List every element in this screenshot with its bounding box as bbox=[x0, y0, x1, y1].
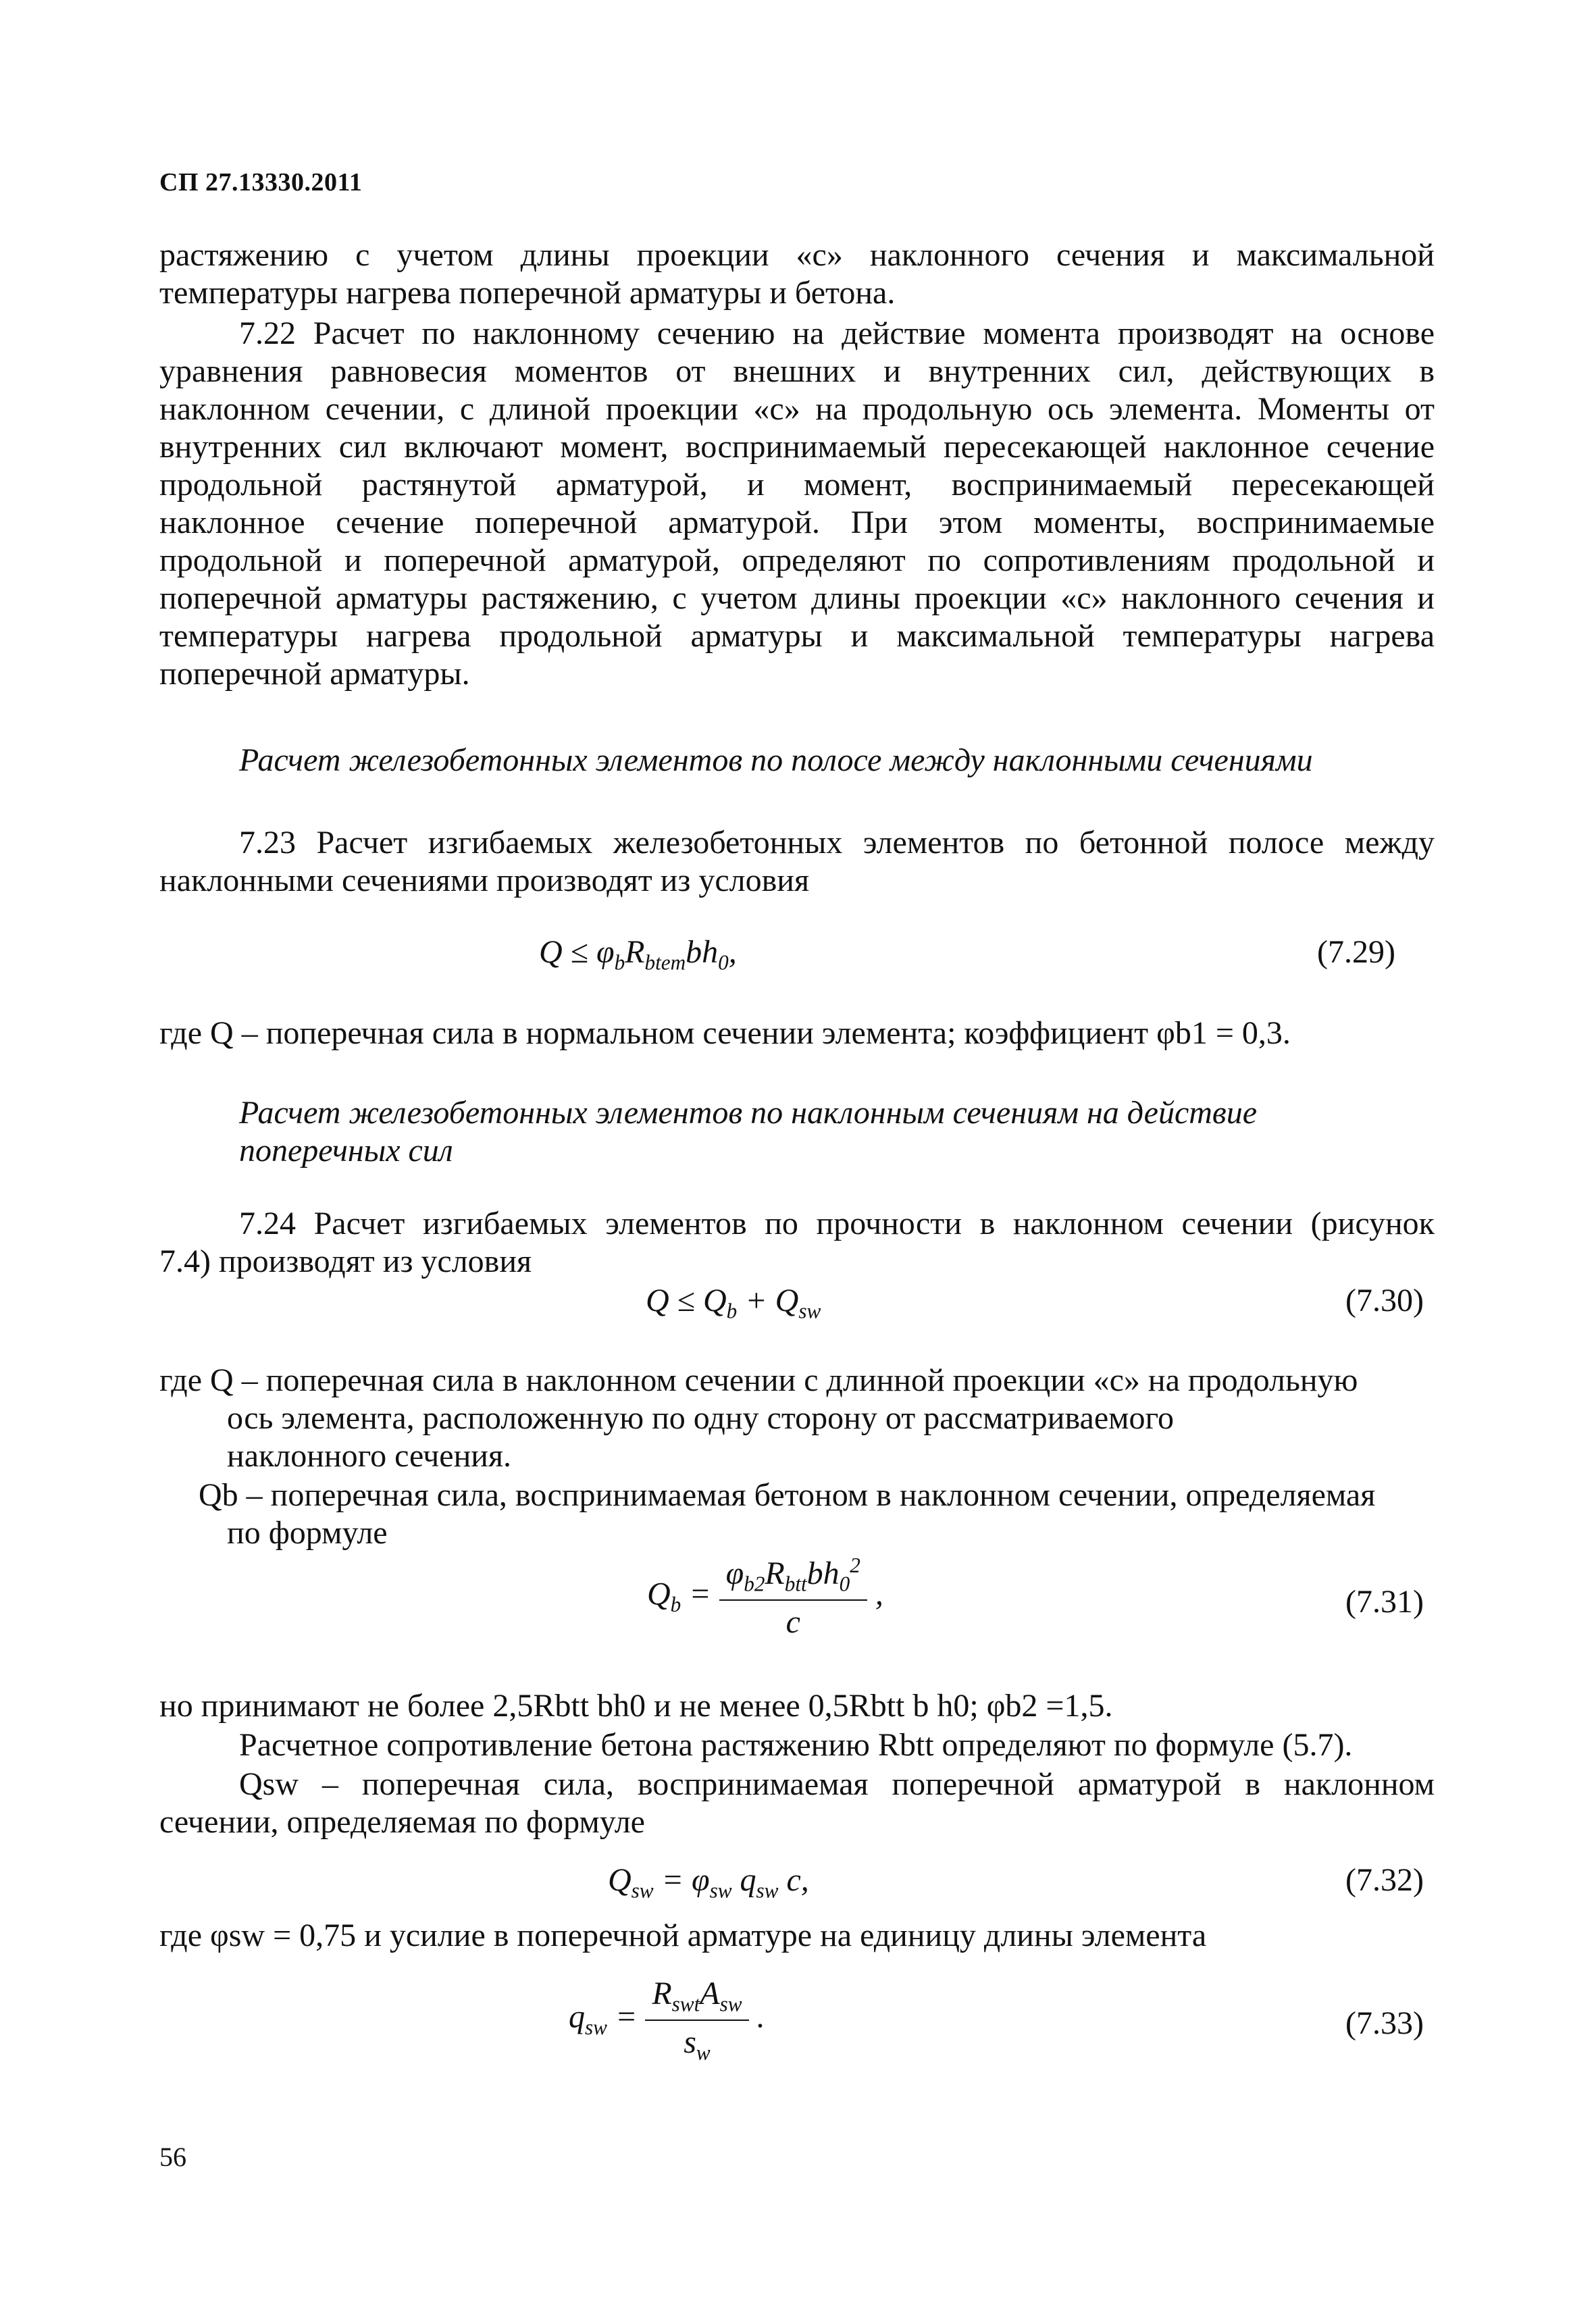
fraction: $\frac{R_{swt}A_{sw}}{s_w}$ bbox=[645, 1975, 748, 2065]
text-line: Qsw – поперечная сила, воспринимаемая поперечной арматурой в наклонном bbox=[239, 1766, 1435, 1802]
text-line: наклонного сечения. bbox=[227, 1438, 512, 1474]
paragraph-7-24 bbox=[159, 1205, 1435, 1281]
heading-line: поперечных сил bbox=[239, 1133, 453, 1168]
text-line: растяжению с учетом длины проекции «с» наклонного сечения и максимальной bbox=[159, 237, 1435, 273]
heading-line: Расчет железобетонных элементов по наклонным сечениям на действие bbox=[239, 1095, 1258, 1131]
paragraph-continuation bbox=[159, 236, 1435, 312]
text-line: по формуле bbox=[227, 1515, 388, 1551]
text-line: поперечной арматуры. bbox=[159, 656, 470, 692]
paragraph-qsw bbox=[159, 1766, 1435, 1841]
text-line: наклонное сечение поперечной арматурой. При этом моменты, воспринимаемые bbox=[159, 505, 1435, 540]
paragraph-7-23 bbox=[159, 824, 1435, 900]
formula-7-33: $q_{sw}$ = $\frac{R_{swt}A_{sw}}{s_w}$ . bbox=[569, 1976, 765, 2065]
text-line: 7.22 Расчет по наклонному сечению на действие момента производят на основе bbox=[239, 315, 1435, 351]
equation-number: (7.33) bbox=[1345, 2005, 1424, 2041]
text-line: температуры нагрева продольной арматуры и максимальной температуры нагрева bbox=[159, 618, 1435, 654]
fraction: $\frac{\varphi_{b2}R_{btt}bh_0^2}{c}$ bbox=[719, 1553, 867, 1641]
text-line: Qb – поперечная сила, воспринимаемая бетоном в наклонном сечении, определяемая bbox=[199, 1477, 1376, 1513]
section-heading bbox=[159, 1094, 1435, 1170]
text-line: ось элемента, расположенную по одну сторону от рассматриваемого bbox=[227, 1400, 1174, 1436]
text-line: внутренних сил включают момент, воспринимаемый пересекающей наклонное сечение bbox=[159, 429, 1435, 465]
text-line: уравнения равновесия моментов от внешних и внутренних сил, действующих в bbox=[159, 353, 1435, 389]
text-line: сечении, определяемая по формуле bbox=[159, 1804, 645, 1840]
text-paragraph: Расчетное сопротивление бетона растяжению Rbtt определяют по формуле (5.7). bbox=[239, 1727, 1353, 1763]
text-line: продольной и поперечной арматурой, определяют по сопротивлениям продольной и bbox=[159, 542, 1435, 578]
equation-number: (7.30) bbox=[1345, 1283, 1424, 1318]
formula-explanation bbox=[199, 1476, 1435, 1552]
text-line: наклонными сечениями производят из условия bbox=[159, 863, 810, 898]
formula-explanation: где Q – поперечная сила в нормальном сечении элемента; коэффициент φb1 = 0,3. bbox=[159, 1015, 1291, 1051]
formula-7-32: $Q_{sw} = \varphi_{sw}$ $q_{sw}$ c, bbox=[608, 1862, 809, 1903]
text-line: наклонном сечении, с длиной проекции «с» на продольную ось элемента. Моменты от bbox=[159, 391, 1435, 427]
text-line: продольной растянутой арматурой, и момент, воспринимаемый пересекающей bbox=[159, 467, 1435, 503]
formula-explanation bbox=[159, 1362, 1435, 1475]
page-number: 56 bbox=[159, 2142, 186, 2172]
equation-number: (7.29) bbox=[1317, 934, 1395, 970]
formula-explanation: где φsw = 0,75 и усилие в поперечной арматуре на единицу длины элемента bbox=[159, 1918, 1207, 1953]
formula-7-31: $Q_b$ = $\frac{\varphi_{b2}R_{btt}bh_0^2}{c}$ , bbox=[647, 1553, 883, 1640]
formula-7-29: $Q \le \varphi_bR_{btem}bh_0$, bbox=[539, 934, 737, 975]
section-heading: Расчет железобетонных элементов по полосе между наклонными сечениями bbox=[239, 742, 1313, 778]
text-line: поперечной арматуры растяжению, с учетом длины проекции «с» наклонного сечения и bbox=[159, 580, 1435, 616]
formula-7-30: $Q \le Q_b + Q_{sw}$ bbox=[646, 1283, 821, 1323]
formula-constraint: но принимают не более 2,5Rbtt bh0 и не менее 0,5Rbtt b h0; φb2 =1,5. bbox=[159, 1688, 1113, 1724]
text-line: 7.23 Расчет изгибаемых железобетонных элементов по бетонной полосе между bbox=[239, 825, 1435, 860]
text-line: 7.4) производят из условия bbox=[159, 1243, 532, 1279]
text-line: температуры нагрева поперечной арматуры и бетона. bbox=[159, 275, 896, 311]
text-line: 7.24 Расчет изгибаемых элементов по прочности в наклонном сечении (рисунок bbox=[239, 1206, 1435, 1241]
text-line: где Q – поперечная сила в наклонном сечении с длинной проекции «с» на продольную bbox=[159, 1362, 1358, 1398]
document-code: СП 27.13330.2011 bbox=[159, 168, 363, 197]
paragraph-7-22 bbox=[159, 315, 1435, 693]
equation-number: (7.31) bbox=[1345, 1584, 1424, 1620]
equation-number: (7.32) bbox=[1345, 1862, 1424, 1898]
